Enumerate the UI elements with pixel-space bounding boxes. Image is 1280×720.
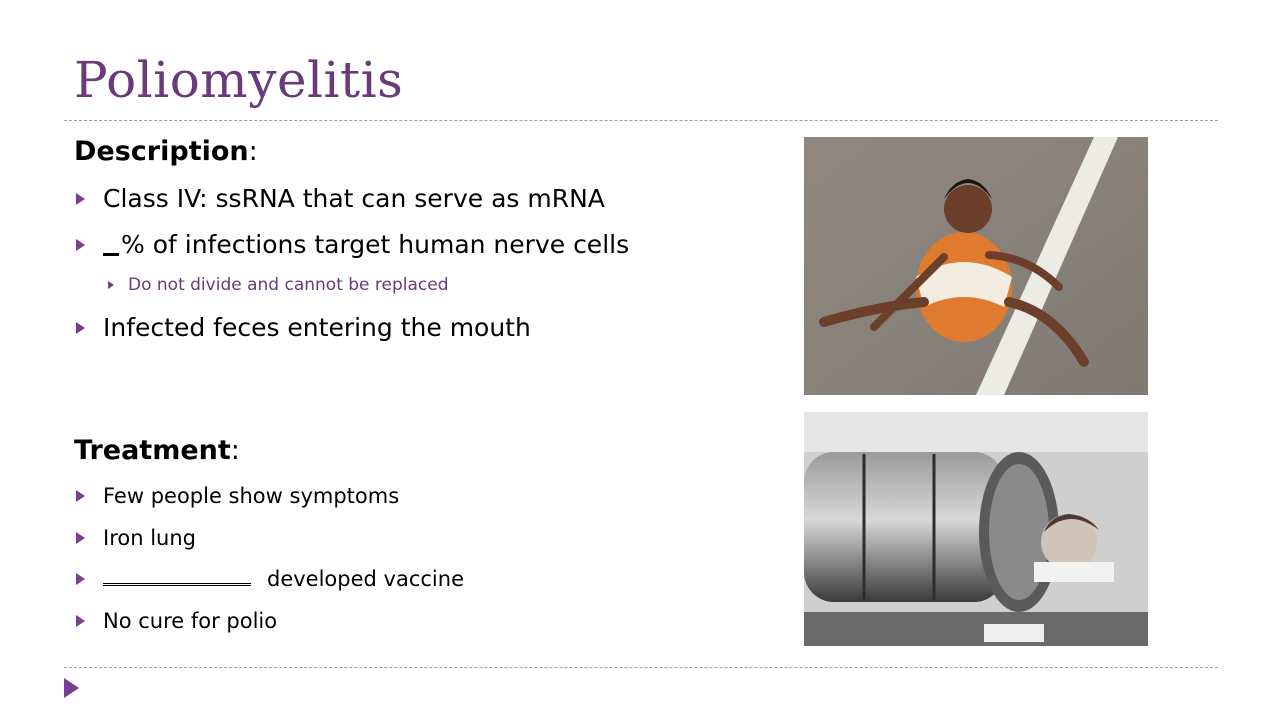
treatment-bullet-1 xyxy=(76,484,399,508)
title-divider xyxy=(64,120,1218,121)
treatment-bullet-2 xyxy=(76,526,196,550)
description-heading-label: Description xyxy=(74,136,249,167)
treatment-bullet-1-text: Few people show symptoms xyxy=(103,484,400,508)
sub-bullet-arrow-icon xyxy=(108,281,114,289)
slide-title: Poliomyelitis xyxy=(74,51,404,109)
footer-divider xyxy=(64,667,1218,668)
polio-girl-illustration xyxy=(804,137,1148,395)
iron-lung-photo xyxy=(804,412,1148,646)
description-heading xyxy=(74,136,258,167)
treatment-heading-colon: : xyxy=(230,435,240,466)
treatment-bullet-4-text: No cure for polio xyxy=(103,609,278,633)
description-bullet-1 xyxy=(76,184,605,213)
fill-in-blank xyxy=(103,233,119,256)
fill-in-blank xyxy=(103,569,251,586)
bullet-arrow-icon xyxy=(76,239,85,251)
bullet-arrow-icon xyxy=(76,490,85,502)
bullet-arrow-icon xyxy=(76,573,85,585)
treatment-bullet-4 xyxy=(76,609,277,633)
treatment-bullet-2-text: Iron lung xyxy=(103,526,196,550)
description-heading-colon: : xyxy=(248,136,258,167)
treatment-heading xyxy=(74,435,240,466)
description-sub-bullet xyxy=(108,275,449,295)
description-bullet-2 xyxy=(76,230,629,259)
treatment-heading-label: Treatment xyxy=(74,435,231,466)
description-bullet-1-text: Class IV: ssRNA that can serve as mRNA xyxy=(103,184,605,213)
bullet-arrow-icon xyxy=(76,532,85,544)
bullet-arrow-icon xyxy=(76,322,85,334)
treatment-bullet-3-text: developed vaccine xyxy=(267,567,464,591)
description-bullet-3 xyxy=(76,313,531,342)
description-bullet-2-text: % of infections target human nerve cells xyxy=(121,230,630,259)
bullet-arrow-icon xyxy=(76,193,85,205)
slide-nav-arrow-icon xyxy=(64,678,79,698)
bullet-arrow-icon xyxy=(76,615,85,627)
iron-lung-illustration xyxy=(804,412,1148,646)
treatment-bullet-3 xyxy=(76,567,464,591)
description-sub-bullet-text: Do not divide and cannot be replaced xyxy=(128,275,449,295)
polio-girl-photo xyxy=(804,137,1148,395)
description-bullet-3-text: Infected feces entering the mouth xyxy=(103,313,531,342)
hospital-plaque xyxy=(984,624,1044,642)
